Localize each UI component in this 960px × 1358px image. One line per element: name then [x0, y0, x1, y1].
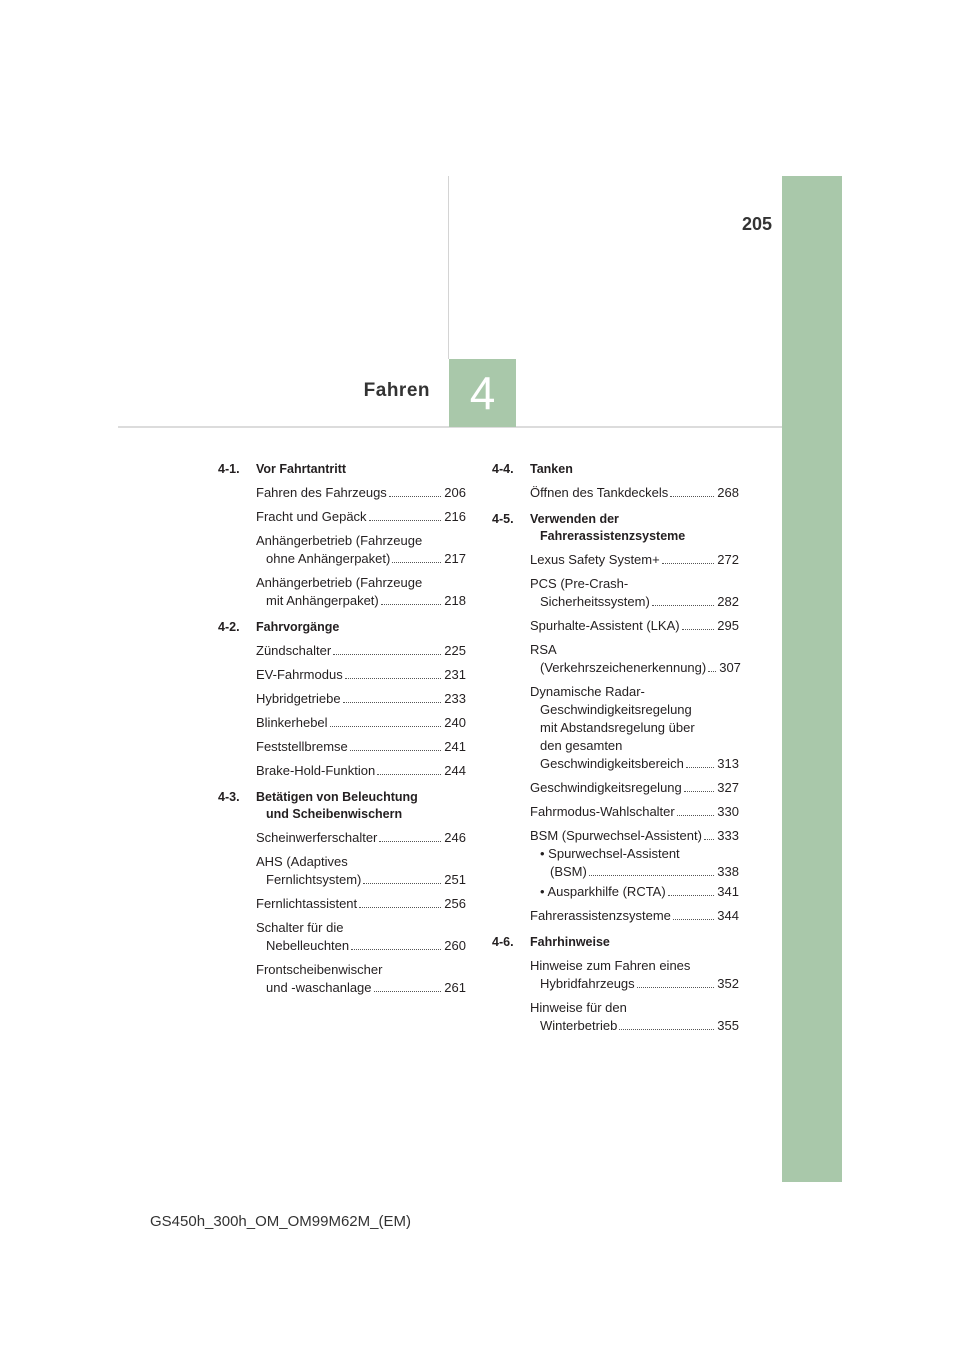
- toc-entry-line: [256, 666, 466, 684]
- toc-page-number: 246: [444, 830, 466, 845]
- toc-section-number: 4-4.: [492, 462, 514, 476]
- dot-leader: [704, 839, 714, 840]
- toc-entry[interactable]: [256, 666, 466, 684]
- toc-entry[interactable]: [530, 641, 739, 677]
- dot-leader: [345, 678, 442, 679]
- toc-subentry[interactable]: [530, 845, 739, 881]
- toc-page-number: 295: [717, 618, 739, 633]
- toc-entry[interactable]: [256, 853, 466, 889]
- toc-page-number: 333: [717, 828, 739, 843]
- toc-entry-text: mit Anhängerpaket): [266, 593, 379, 608]
- toc-section: [492, 511, 739, 925]
- toc-entry-text: Geschwindigkeitsregelung: [540, 702, 692, 717]
- toc-entry[interactable]: [530, 484, 739, 502]
- toc-entry-line: [256, 508, 466, 526]
- toc-section: [492, 934, 739, 1035]
- toc-entry-text: Anhängerbetrieb (Fahrzeuge: [256, 533, 423, 548]
- toc-section-title: Vor Fahrtantritt: [256, 462, 347, 476]
- toc-entry[interactable]: [530, 999, 739, 1035]
- toc-page-number: 355: [717, 1018, 739, 1033]
- toc-entry-text: Zündschalter: [256, 643, 332, 658]
- toc-entry-text: Dynamische Radar-: [530, 684, 645, 699]
- toc-entry-text: Sicherheitssystem): [540, 594, 650, 609]
- toc-section: [218, 789, 466, 997]
- toc-section: [218, 461, 466, 610]
- toc-entry[interactable]: [530, 683, 739, 773]
- toc-page-number: 206: [444, 485, 466, 500]
- toc-entry-text: Scheinwerferschalter: [256, 830, 378, 845]
- toc-section: [218, 619, 466, 780]
- toc-page-number: 244: [444, 763, 466, 778]
- toc-entry[interactable]: [256, 532, 466, 568]
- dot-leader: [673, 919, 714, 920]
- toc-entry-text: Brake-Hold-Funktion: [256, 763, 376, 778]
- toc-entry-text: Frontscheibenwischer: [256, 962, 383, 977]
- toc-entry-line: [530, 551, 739, 569]
- toc-page-number: 216: [444, 509, 466, 524]
- toc-entry-text: Fahrerassistenzsysteme: [530, 908, 671, 923]
- toc-entry-text: Lexus Safety System+: [530, 552, 660, 567]
- chapter-title: Fahren: [363, 380, 430, 401]
- toc-page-number: 307: [719, 660, 741, 675]
- toc-page-number: 344: [717, 908, 739, 923]
- toc-entry-line: [256, 642, 466, 660]
- page-number: 205: [741, 214, 772, 234]
- toc-page-number: 233: [444, 691, 466, 706]
- dot-leader: [686, 767, 715, 768]
- toc-entry-text: RSA: [530, 642, 557, 657]
- toc-entry-line: [530, 827, 739, 845]
- toc-page-number: 217: [444, 551, 466, 566]
- toc-entry-text: Spurhalte-Assistent (LKA): [530, 618, 680, 633]
- toc-entry[interactable]: [256, 829, 466, 847]
- toc-entry[interactable]: [530, 575, 739, 611]
- toc-section-title: Fahrvorgänge: [256, 620, 340, 634]
- toc-section-title: Fahrerassistenzsysteme: [540, 529, 686, 543]
- toc-entry-text: Fahrmodus-Wahlschalter: [530, 804, 675, 819]
- toc-entry-text: Fernlichtsystem): [266, 872, 362, 887]
- toc-entry-line: [256, 714, 466, 732]
- toc-page-number: 251: [444, 872, 466, 887]
- toc-entry-text: Hinweise zum Fahren eines: [530, 958, 691, 973]
- toc-entry-line: [530, 863, 739, 881]
- dot-leader: [668, 895, 715, 896]
- toc-entry-line: [530, 484, 739, 502]
- toc-entry[interactable]: [256, 738, 466, 756]
- toc-entry[interactable]: [256, 762, 466, 780]
- toc-entry-line: [530, 803, 739, 821]
- toc-entry[interactable]: [530, 617, 739, 635]
- toc-entry-text: mit Abstandsregelung über: [540, 720, 695, 735]
- toc-page-number: 282: [717, 594, 739, 609]
- dot-leader: [374, 991, 442, 992]
- toc-section-title: Fahrhinweise: [530, 935, 610, 949]
- toc-section-number: 4-5.: [492, 512, 514, 526]
- toc-page-number: 240: [444, 715, 466, 730]
- toc-entry[interactable]: [256, 574, 466, 610]
- toc-page-number: 330: [717, 804, 739, 819]
- chapter-number-box: 4: [449, 359, 516, 427]
- toc-entry-text: Schalter für die: [256, 920, 344, 935]
- toc-entry-line: [256, 762, 466, 780]
- dot-leader: [343, 702, 442, 703]
- toc-page-number: 261: [444, 980, 466, 995]
- toc-page-number: 327: [717, 780, 739, 795]
- toc-entry[interactable]: [256, 961, 466, 997]
- dot-leader: [619, 1029, 714, 1030]
- toc-entry-line: [256, 738, 466, 756]
- dot-leader: [652, 605, 714, 606]
- toc-entry-text: den gesamten: [540, 738, 623, 753]
- toc-section-number: 4-3.: [218, 790, 240, 804]
- toc-entry-line: [530, 779, 739, 797]
- toc-section-number: 4-2.: [218, 620, 240, 634]
- dot-leader: [677, 815, 715, 816]
- toc-page-number: 272: [717, 552, 739, 567]
- toc-entry-line: [530, 659, 739, 677]
- dot-leader: [682, 629, 715, 630]
- toc-section-title: Verwenden der: [530, 512, 619, 526]
- toc-page-number: 268: [717, 485, 739, 500]
- toc-entry-text: AHS (Adaptives: [256, 854, 348, 869]
- header-vertical-rule: [448, 176, 449, 359]
- dot-leader: [351, 949, 441, 950]
- dot-leader: [670, 496, 714, 497]
- toc-entry-text: Öffnen des Tankdeckels: [530, 485, 669, 500]
- toc-entry-line: [530, 755, 739, 773]
- toc-entry[interactable]: [256, 714, 466, 732]
- toc-entry[interactable]: [530, 907, 739, 925]
- toc-entry-text: (Verkehrszeichenerkennung): [540, 660, 707, 675]
- dot-leader: [330, 726, 442, 727]
- toc-entry-line: [256, 895, 466, 913]
- toc-entry[interactable]: [530, 803, 739, 821]
- dot-leader: [377, 774, 441, 775]
- toc-entry-line: [530, 883, 739, 901]
- toc-entry[interactable]: [256, 690, 466, 708]
- toc-subentry[interactable]: [530, 883, 739, 901]
- toc-page-number: 313: [717, 756, 739, 771]
- toc-entry[interactable]: [530, 957, 739, 993]
- toc-entry-text: und -waschanlage: [266, 980, 372, 995]
- toc-entry-line: [530, 593, 739, 611]
- toc-section-title: Betätigen von Beleuchtung: [256, 790, 418, 804]
- toc-entry-text: Hinweise für den: [530, 1000, 627, 1015]
- toc-entry-text: Geschwindigkeitsbereich: [540, 756, 684, 771]
- toc-entry-line: [530, 617, 739, 635]
- dot-leader: [389, 496, 442, 497]
- dot-leader: [369, 520, 442, 521]
- toc-entry-text: Fahren des Fahrzeugs: [256, 485, 387, 500]
- toc-entry-text: Nebelleuchten: [266, 938, 350, 953]
- toc-section-heading[interactable]: [492, 511, 739, 545]
- toc-entry-line: [530, 975, 739, 993]
- dot-leader: [363, 883, 441, 884]
- dot-leader: [350, 750, 442, 751]
- toc-entry-line: [256, 484, 466, 502]
- toc-entry-line: [256, 979, 466, 997]
- toc-page-number: 352: [717, 976, 739, 991]
- toc-entry-line: [530, 1017, 739, 1035]
- toc-section-heading[interactable]: [218, 789, 466, 823]
- toc-entry[interactable]: [256, 895, 466, 913]
- toc-page-number: 241: [444, 739, 466, 754]
- toc-entry-line: [530, 907, 739, 925]
- toc-section-number: 4-1.: [218, 462, 240, 476]
- toc-page-number: 231: [444, 667, 466, 682]
- toc-page-number: 225: [444, 643, 466, 658]
- dot-leader: [379, 841, 441, 842]
- dot-leader: [392, 562, 441, 563]
- chapter-side-tab: [782, 176, 842, 1182]
- toc-entry[interactable]: [530, 779, 739, 797]
- toc-entry[interactable]: [530, 827, 739, 901]
- toc-entry[interactable]: [256, 508, 466, 526]
- toc-section: [492, 461, 739, 502]
- dot-leader: [637, 987, 715, 988]
- toc-entry-text: Hybridgetriebe: [256, 691, 341, 706]
- toc-entry-line: [256, 690, 466, 708]
- toc-entry-text: Winterbetrieb: [540, 1018, 618, 1033]
- document-code-footer: GS450h_300h_OM_OM99M62M_(EM): [150, 1213, 411, 1230]
- toc-entry-line: [256, 829, 466, 847]
- toc-section-number: 4-6.: [492, 935, 514, 949]
- toc-entry-text: Geschwindigkeitsregelung: [530, 780, 682, 795]
- toc-entry-text: PCS (Pre-Crash-: [530, 576, 629, 591]
- toc-page-number: 256: [444, 896, 466, 911]
- toc-entry-text: • Spurwechsel-Assistent: [540, 846, 680, 861]
- toc-page-number: 260: [444, 938, 466, 953]
- dot-leader: [381, 604, 442, 605]
- toc-entry-text: • Ausparkhilfe (RCTA): [540, 884, 666, 899]
- toc-entry[interactable]: [256, 484, 466, 502]
- toc-column-left: [218, 461, 466, 1006]
- toc-entry-line: [256, 871, 466, 889]
- toc-section-heading[interactable]: [492, 934, 739, 951]
- dot-leader: [589, 875, 714, 876]
- dot-leader: [684, 791, 715, 792]
- toc-page-number: 218: [444, 593, 466, 608]
- toc-page-number: 341: [717, 884, 739, 899]
- toc-page-number: 338: [717, 864, 739, 879]
- toc-entry-line: [256, 550, 466, 568]
- toc-entry-text: Fracht und Gepäck: [256, 509, 367, 524]
- toc-entry-text: Hybridfahrzeugs: [540, 976, 635, 991]
- dot-leader: [662, 563, 715, 564]
- toc-entry-text: (BSM): [550, 864, 587, 879]
- dot-leader: [708, 671, 716, 672]
- toc-column-right: [492, 461, 739, 1044]
- toc-section-heading[interactable]: [218, 461, 466, 478]
- toc-entry-text: BSM (Spurwechsel-Assistent): [530, 828, 702, 843]
- toc-entry-line: [256, 592, 466, 610]
- dot-leader: [359, 907, 441, 908]
- toc-entry-text: Anhängerbetrieb (Fahrzeuge: [256, 575, 423, 590]
- toc-section-title: Tanken: [530, 462, 573, 476]
- toc-entry[interactable]: [256, 642, 466, 660]
- toc-section-heading[interactable]: [218, 619, 466, 636]
- dot-leader: [333, 654, 441, 655]
- toc-entry-text: Blinkerhebel: [256, 715, 328, 730]
- toc-entry-line: [256, 937, 466, 955]
- toc-entry-text: Fernlichtassistent: [256, 896, 358, 911]
- toc-entry-text: EV-Fahrmodus: [256, 667, 343, 682]
- toc-entry[interactable]: [256, 919, 466, 955]
- toc-entry[interactable]: [530, 551, 739, 569]
- toc-entry-text: Feststellbremse: [256, 739, 348, 754]
- toc-section-title: und Scheibenwischern: [266, 807, 403, 821]
- toc-section-heading[interactable]: [492, 461, 739, 478]
- toc-entry-text: ohne Anhängerpaket): [266, 551, 391, 566]
